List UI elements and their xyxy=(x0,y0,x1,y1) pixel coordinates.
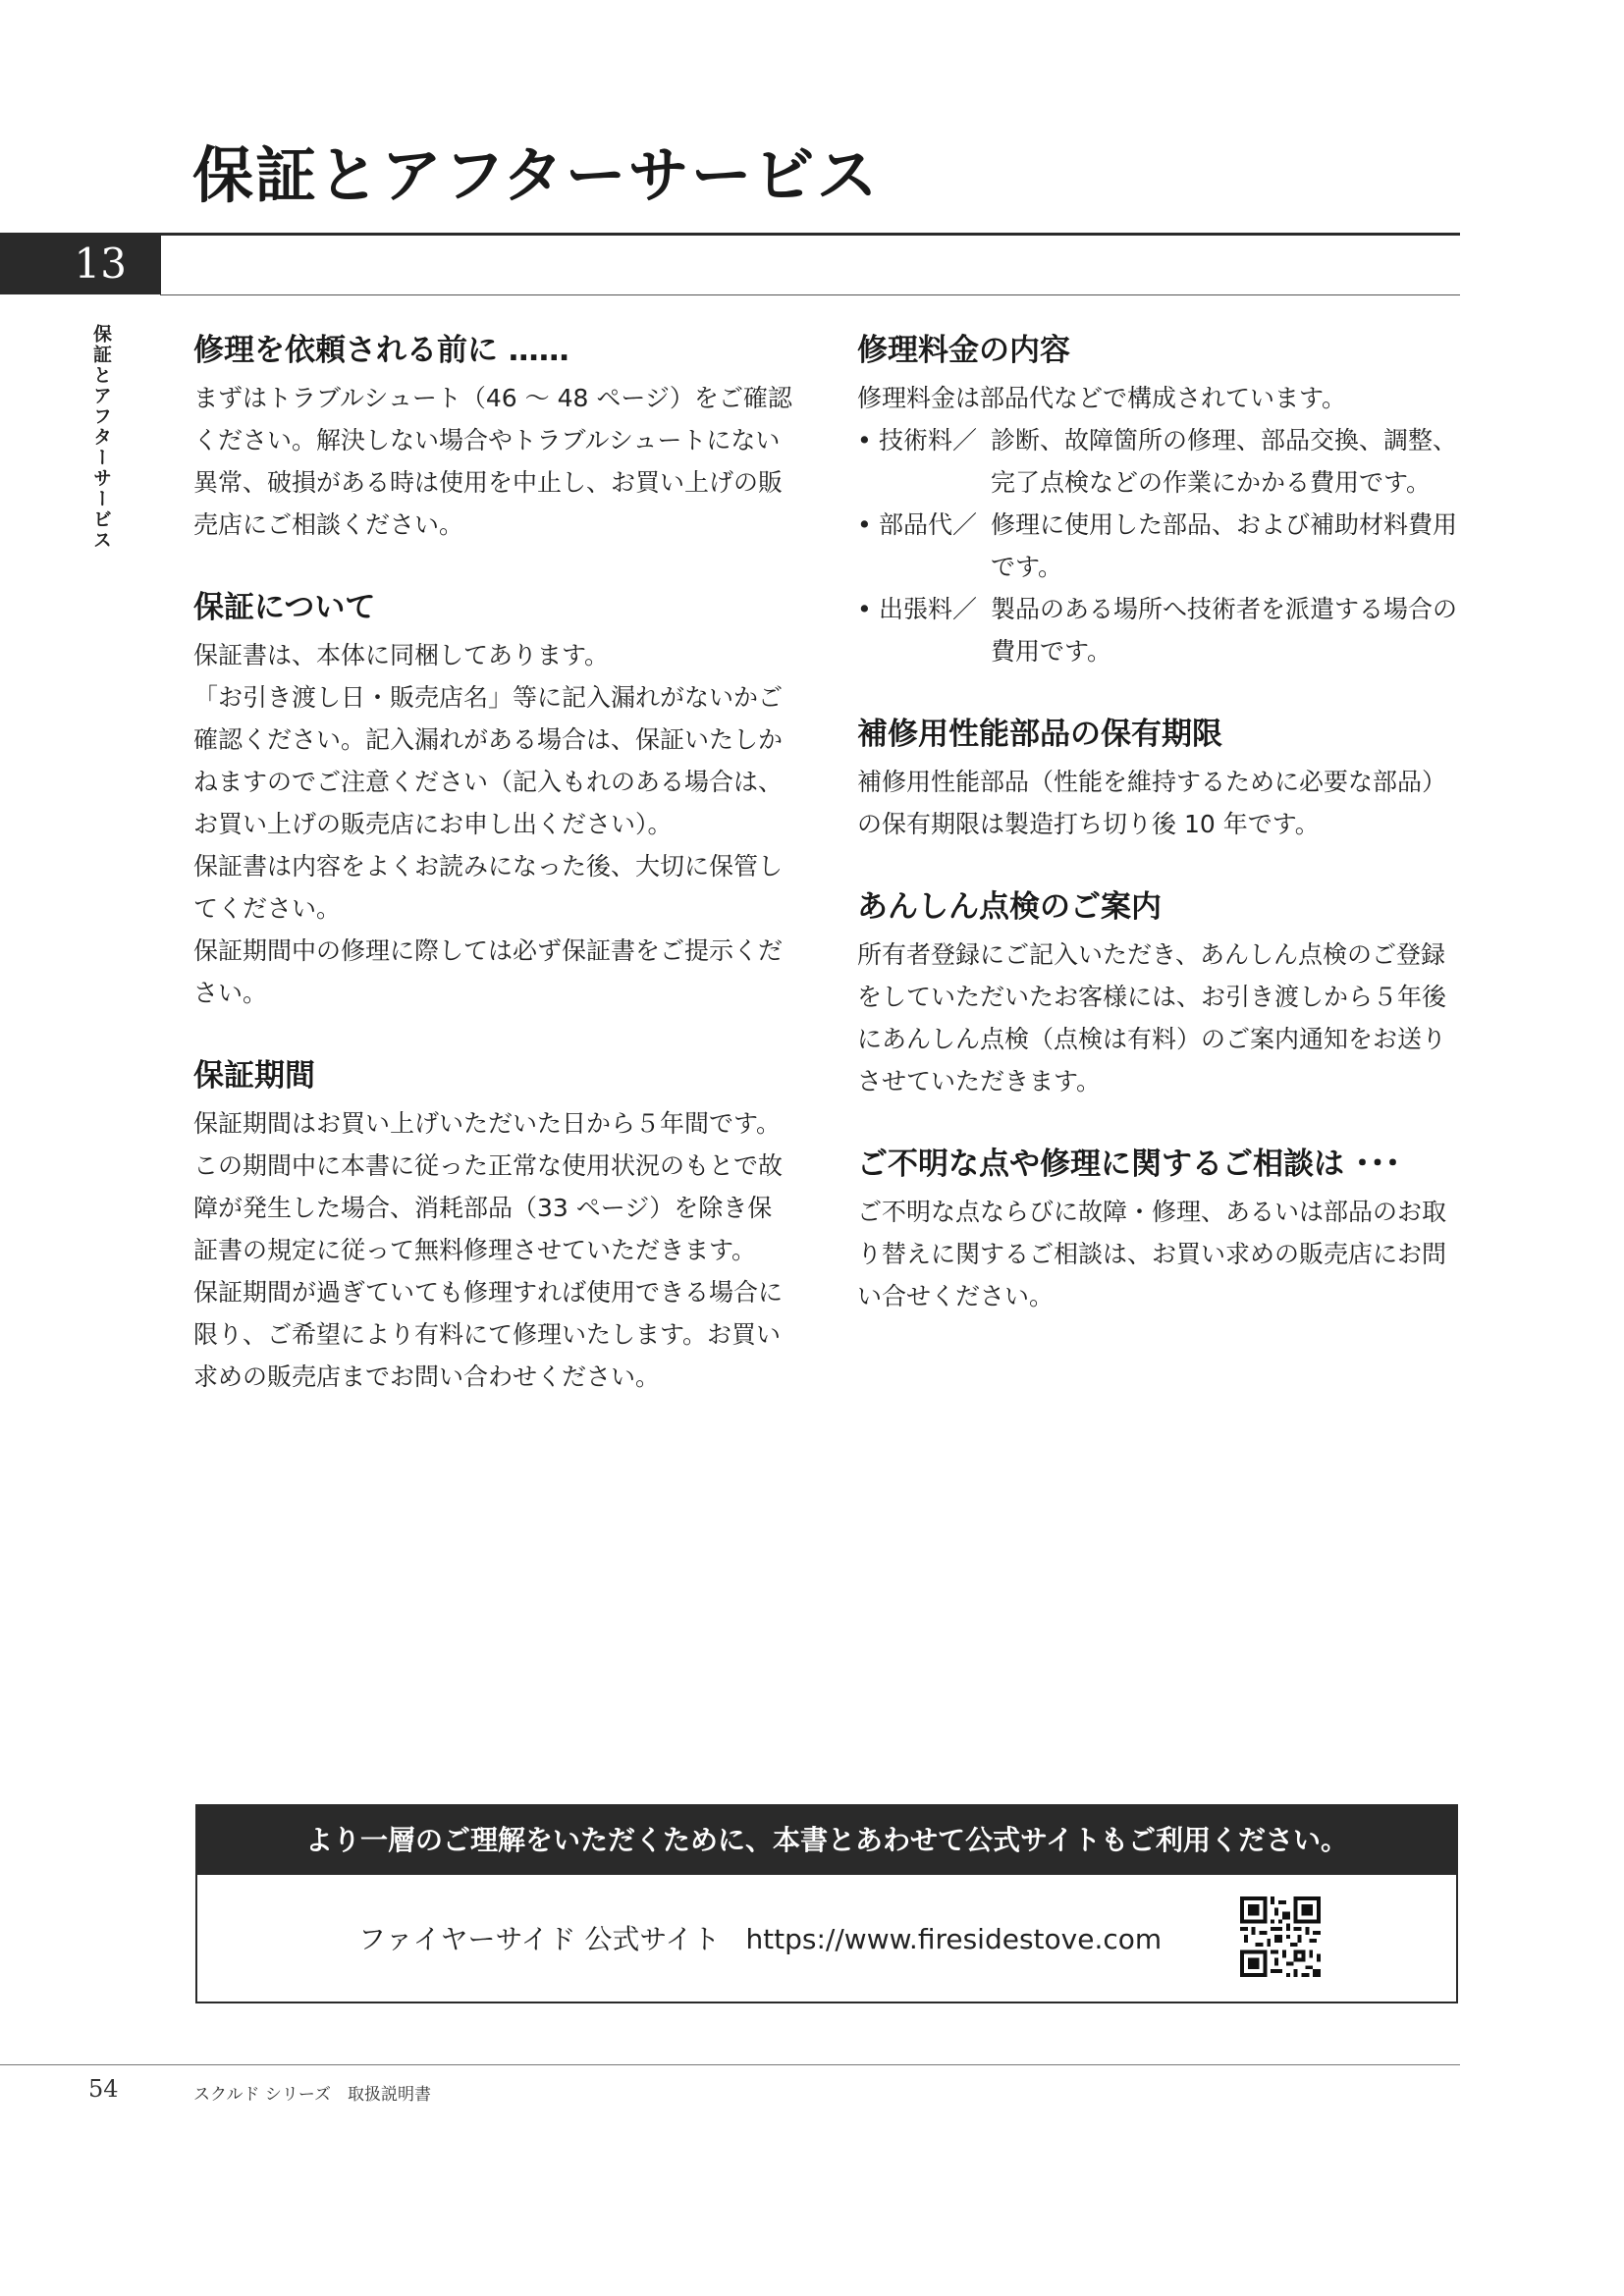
section-repair-fees xyxy=(857,330,1461,672)
site-url-link[interactable]: https://www.firesidestove.com xyxy=(745,1923,1163,1955)
fee-list xyxy=(857,419,1461,672)
section-consultation xyxy=(857,1144,1461,1317)
list-item xyxy=(857,588,1461,672)
page-number: 54 xyxy=(88,2075,119,2103)
side-chapter-tab: 保証とアフターサービス xyxy=(90,324,112,551)
footer-rule xyxy=(0,2064,1460,2065)
section-parts-period xyxy=(857,714,1461,845)
official-site-line xyxy=(358,1918,1162,1957)
qr-code-icon xyxy=(1240,1896,1321,1977)
fee-description: 製品のある場所へ技術者を派遣する場合の費用です。 xyxy=(991,595,1458,666)
list-item xyxy=(857,504,1461,588)
fee-description: 診断、故障箇所の修理、部品交換、調整、完了点検などの作業にかかる費用です。 xyxy=(991,426,1458,497)
site-label: ファイヤーサイド 公式サイト xyxy=(358,1923,721,1955)
section-heading: 修理を依頼される前に …… xyxy=(193,333,569,368)
section-warranty-period xyxy=(193,1055,792,1398)
section-text: 補修用性能部品（性能を維持するために必要な部品）の保有期限は製造打ち切り後 10 年です。 xyxy=(857,768,1447,838)
fee-term: 出張料／ xyxy=(879,595,978,623)
bullet-icon: • xyxy=(857,510,872,539)
section-heading: あんしん点検のご案内 xyxy=(857,889,1162,925)
section-heading: ご不明な点や修理に関するご相談は ･･･ xyxy=(857,1147,1401,1182)
section-heading: 補修用性能部品の保有期限 xyxy=(857,717,1222,752)
page-title: 保証とアフターサービス xyxy=(192,139,880,211)
bullet-icon: • xyxy=(857,595,872,623)
banner-heading: より一層のご理解をいただくために、本書とあわせて公式サイトもご利用ください。 xyxy=(197,1806,1456,1875)
section-warranty xyxy=(193,587,792,1014)
section-text: 保証期間中の修理に際しては必ず保証書をご提示ください。 xyxy=(193,936,784,1007)
section-heading: 保証について xyxy=(193,590,376,625)
fee-description: 修理に使用した部品、および補助材料費用です。 xyxy=(991,510,1458,581)
section-heading: 修理料金の内容 xyxy=(857,333,1070,368)
banner-body xyxy=(197,1875,1456,2002)
section-text: 保証書は内容をよくお読みになった後、大切に保管してください。 xyxy=(193,852,784,923)
official-site-banner xyxy=(195,1804,1458,2003)
bullet-icon: • xyxy=(857,426,872,454)
chapter-divider xyxy=(160,233,161,294)
section-text: ご不明な点ならびに故障・修理、あるいは部品のお取り替えに関するご相談は、お買い求めの販売店にお問い合せください。 xyxy=(857,1198,1447,1310)
section-text: 保証期間が過ぎていても修理すれば使用できる場合に限り、ご希望により有料にて修理いたします。お買い求めの販売店までお問い合わせください。 xyxy=(193,1278,784,1391)
section-text: 保証書は、本体に同梱してあります。 xyxy=(193,641,610,669)
right-column xyxy=(857,330,1461,1359)
chapter-number: 13 xyxy=(0,233,160,294)
list-item xyxy=(857,419,1461,504)
section-inspection xyxy=(857,886,1461,1102)
header-rule xyxy=(160,233,1460,236)
section-text: まずはトラブルシュート（46 ～ 48 ページ）をご確認ください。解決しない場合やトラブルシュートにない異常、破損がある時は使用を中止し、お買い上げの販売店にご相談ください。 xyxy=(193,384,792,539)
fee-term: 技術料／ xyxy=(879,426,978,454)
section-before-repair xyxy=(193,330,792,546)
fee-term: 部品代／ xyxy=(879,510,978,539)
section-text: 修理料金は部品代などで構成されています。 xyxy=(857,384,1347,412)
left-column xyxy=(193,330,792,1439)
section-text: 「お引き渡し日・販売店名」等に記入漏れがないかご確認ください。記入漏れがある場合は、保証いたしかねますのでご注意ください（記入もれのある場合は、お買い上げの販売店にお申し出ください）。 xyxy=(193,683,784,838)
section-heading: 保証期間 xyxy=(193,1058,315,1094)
document-title: スクルド シリーズ 取扱説明書 xyxy=(193,2085,432,2105)
section-text: 所有者登録にご記入いただき、あんしん点検のご登録をしていただいたお客様には、お引き渡しから５年後にあんしん点検（点検は有料）のご案内通知をお送りさせていただきます。 xyxy=(857,940,1447,1095)
section-text: 保証期間はお買い上げいただいた日から５年間です。この期間中に本書に従った正常な使用状況のもとで故障が発生した場合、消耗部品（33 ページ）を除き保証書の規定に従って無料修理させていただきます。 xyxy=(193,1109,784,1264)
header-subrule xyxy=(160,294,1460,295)
